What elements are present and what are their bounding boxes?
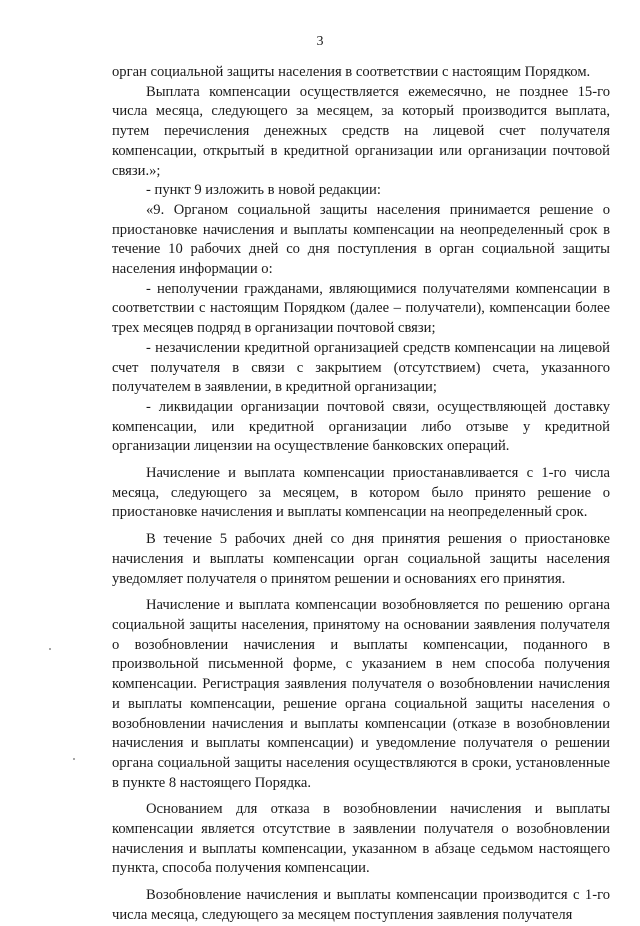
list-item-liquidation: - ликвидации организации почтовой связи, осуществляющей доставку компенсации, или кредитной организации либо отзыве у кредитной организации лицензии на осуществление банковских операций.	[112, 398, 610, 455]
paragraph-continuation: орган социальной защиты населения в соответствии с настоящим Порядком.	[112, 64, 591, 80]
paragraph-refusal-grounds: Основанием для отказа в возобновлении начисления и выплаты компенсации является отсутствие в заявлении получателя о возобновлении начисления и выплаты компенсации, указанном в абзаце седьмом настоящего пункта, способа получения компенсации.	[112, 801, 610, 877]
list-item-non-crediting: - незачислении кредитной организацией средств компенсации на лицевой счет получателя в связи с закрытием (отсутствием) счета, указанного получателем в заявлении, в кредитной организации;	[112, 339, 610, 396]
scan-speck	[49, 648, 51, 650]
paragraph-payment-schedule: Выплата компенсации осуществляется ежемесячно, не позднее 15-го числа месяца, следующего за месяцем, за который производится выплата, путем перечисления денежных средств на лицевой счет получателя компенсации, открытый в кредитной организации или организации почтовой связи.»;	[112, 83, 610, 179]
list-item-non-receipt: - неполучении гражданами, являющимися получателями компенсации в соответствии с настоящим Порядком (далее – получатели), компенсации более трех месяцев подряд в организации почтовой связи;	[112, 280, 610, 337]
paragraph-suspension-start: Начисление и выплата компенсации приостанавливается с 1-го числа месяца, следующего за месяцем, в котором было принято решение о приостановке начисления и выплаты компенсации на неопределенный срок.	[112, 465, 610, 521]
paragraph-notification: В течение 5 рабочих дней со дня принятия решения о приостановке начисления и выплаты компенсации орган социальной защиты населения уведомляет получателя о принятом решении и основаниях его принятия.	[112, 531, 610, 587]
paragraph-clause-9: «9. Органом социальной защиты населения принимается решение о приостановке начисления и выплаты компенсации на неопределенный срок в течение 10 рабочих дней со дня поступления в орган социальной защиты населения информации о:	[112, 201, 610, 278]
document-body	[112, 63, 610, 926]
page-number: 3	[316, 34, 324, 49]
paragraph-resumption-date: Возобновление начисления и выплаты компенсации производится с 1-го числа месяца, следующего за месяцем поступления заявления получателя	[112, 887, 610, 923]
paragraph-resumption: Начисление и выплата компенсации возобновляется по решению органа социальной защиты населения, принятому на основании заявления получателя о возобновлении начисления и выплаты компенсации, поданного в произвольной письменной форме, с указанием в нем способа получения компенсации. Регистрация заявления получателя о возобновлении начисления и выплаты компенсации, решение органа социальной защиты населения о возобновлении начисления и выплаты компенсации (отказе в возобновлении начисления и выплаты компенсации) и уведомление получателя о решении органа социальной защиты населения осуществляются в сроки, установленные в пункте 8 настоящего Порядка.	[112, 597, 610, 791]
paragraph-amendment-instruction: - пункт 9 изложить в новой редакции:	[146, 182, 381, 199]
scan-speck	[73, 758, 75, 760]
